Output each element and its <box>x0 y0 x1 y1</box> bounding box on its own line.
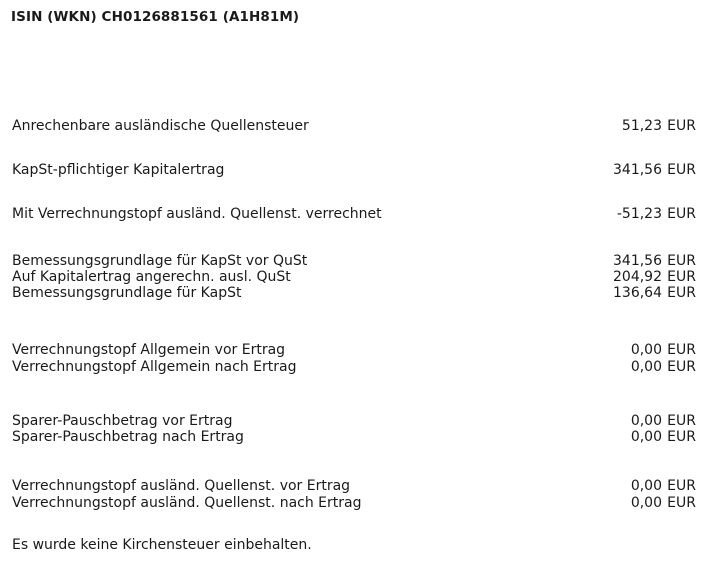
church-tax-note: Es wurde keine Kirchensteuer einbehalten. <box>12 537 312 553</box>
row-value: 0,00 <box>630 429 662 445</box>
row-currency: EUR <box>667 429 696 445</box>
tax-row-taxable-income <box>12 162 700 179</box>
row-currency: EUR <box>667 359 696 375</box>
row-currency: EUR <box>667 253 696 269</box>
row-value: 0,00 <box>630 495 662 511</box>
row-value: 0,00 <box>630 478 662 494</box>
row-currency: EUR <box>667 285 696 301</box>
tax-row-offset-pot <box>12 206 700 223</box>
row-value: 136,64 <box>613 285 662 301</box>
tax-row-foreign-pot-before <box>12 478 700 495</box>
row-label: Bemessungsgrundlage für KapSt vor QuSt <box>12 253 308 269</box>
row-value: 0,00 <box>630 359 662 375</box>
row-label: Verrechnungstopf ausländ. Quellenst. vor Ertrag <box>12 478 351 494</box>
row-value: 341,56 <box>613 162 662 178</box>
tax-row-saver-allowance-before <box>12 413 700 430</box>
row-currency: EUR <box>667 478 696 494</box>
row-value: 341,56 <box>613 253 662 269</box>
row-label: Anrechenbare ausländische Quellensteuer <box>12 118 309 134</box>
row-currency: EUR <box>667 495 696 511</box>
row-label: Mit Verrechnungstopf ausländ. Quellenst. verrechnet <box>12 206 382 222</box>
row-value: 0,00 <box>630 413 662 429</box>
row-label: Verrechnungstopf ausländ. Quellenst. nach Ertrag <box>12 495 362 511</box>
row-label: KapSt-pflichtiger Kapitalertrag <box>12 162 225 178</box>
row-label: Verrechnungstopf Allgemein vor Ertrag <box>12 342 286 358</box>
row-value: 51,23 <box>621 118 662 134</box>
row-label: Sparer-Pauschbetrag nach Ertrag <box>12 429 244 445</box>
tax-row-credited-withholding <box>12 269 700 286</box>
row-currency: EUR <box>667 206 696 222</box>
isin-heading: ISIN (WKN) CH0126881561 (A1H81M) <box>11 9 300 25</box>
tax-row-foreign-pot-after <box>12 495 700 512</box>
row-label: Bemessungsgrundlage für KapSt <box>12 285 242 301</box>
tax-row-assessment-base-before <box>12 253 700 270</box>
row-value: 204,92 <box>613 269 662 285</box>
row-value: -51,23 <box>616 206 662 222</box>
tax-row-saver-allowance-after <box>12 429 700 446</box>
row-currency: EUR <box>667 118 696 134</box>
row-currency: EUR <box>667 413 696 429</box>
row-currency: EUR <box>667 269 696 285</box>
tax-row-assessment-base <box>12 285 700 302</box>
row-label: Auf Kapitalertrag angerechn. ausl. QuSt <box>12 269 291 285</box>
row-currency: EUR <box>667 342 696 358</box>
tax-row-general-pot-before <box>12 342 700 359</box>
row-currency: EUR <box>667 162 696 178</box>
tax-row-general-pot-after <box>12 359 700 376</box>
row-label: Sparer-Pauschbetrag vor Ertrag <box>12 413 233 429</box>
row-value: 0,00 <box>630 342 662 358</box>
tax-row-foreign-withholding <box>12 118 700 135</box>
row-label: Verrechnungstopf Allgemein nach Ertrag <box>12 359 297 375</box>
